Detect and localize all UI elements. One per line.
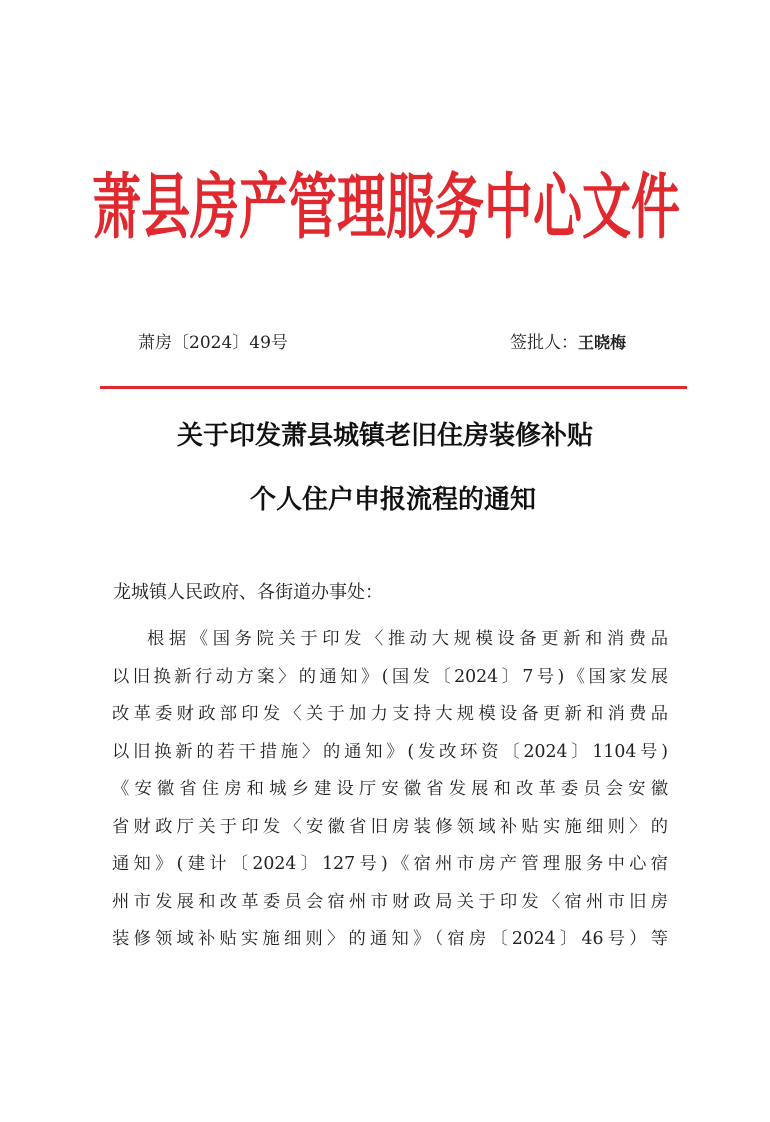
document-title-line-1: 关于印发萧县城镇老旧住房装修补贴 — [176, 421, 593, 451]
addressee: 龙城镇人民政府、各街道办事处： — [113, 582, 383, 603]
document-title-line-2: 个人住户申报流程的通知 — [249, 485, 536, 515]
body-line: 改革委财政部印发〈关于加力支持大规模设备更新和消费品 — [112, 704, 668, 724]
signer-name: 王晓梅 — [578, 333, 627, 352]
body-line: 通知》(建计〔2024〕127号)《宿州市房产管理服务中心宿 — [112, 854, 668, 874]
document-number: 萧房〔2024〕49号 — [138, 333, 288, 353]
red-separator-line — [100, 386, 687, 389]
body-line: 根据《国务院关于印发〈推动大规模设备更新和消费品 — [147, 629, 668, 649]
body-line: 省财政厅关于印发〈安徽省旧房装修领域补贴实施细则〉的 — [112, 816, 668, 837]
body-line: 以旧换新行动方案〉的通知》(国发〔2024〕7号)《国家发展 — [112, 666, 668, 687]
signer — [510, 330, 626, 356]
signer-label: 签批人： — [510, 333, 578, 353]
issuer-header-title: 萧县房产管理服务中心文件 — [92, 164, 681, 250]
body-line: 以旧换新的若干措施〉的通知》(发改环资〔2024〕1104号) — [112, 741, 668, 762]
body-paragraph — [112, 621, 668, 959]
body-line: 装修领域补贴实施细则〉的通知》（宿房〔2024〕46号）等 — [112, 929, 668, 949]
body-line: 《安徽省住房和城乡建设厅安徽省发展和改革委员会安徽 — [112, 779, 668, 799]
body-line: 州市发展和改革委员会宿州市财政局关于印发〈宿州市旧房 — [112, 891, 668, 912]
